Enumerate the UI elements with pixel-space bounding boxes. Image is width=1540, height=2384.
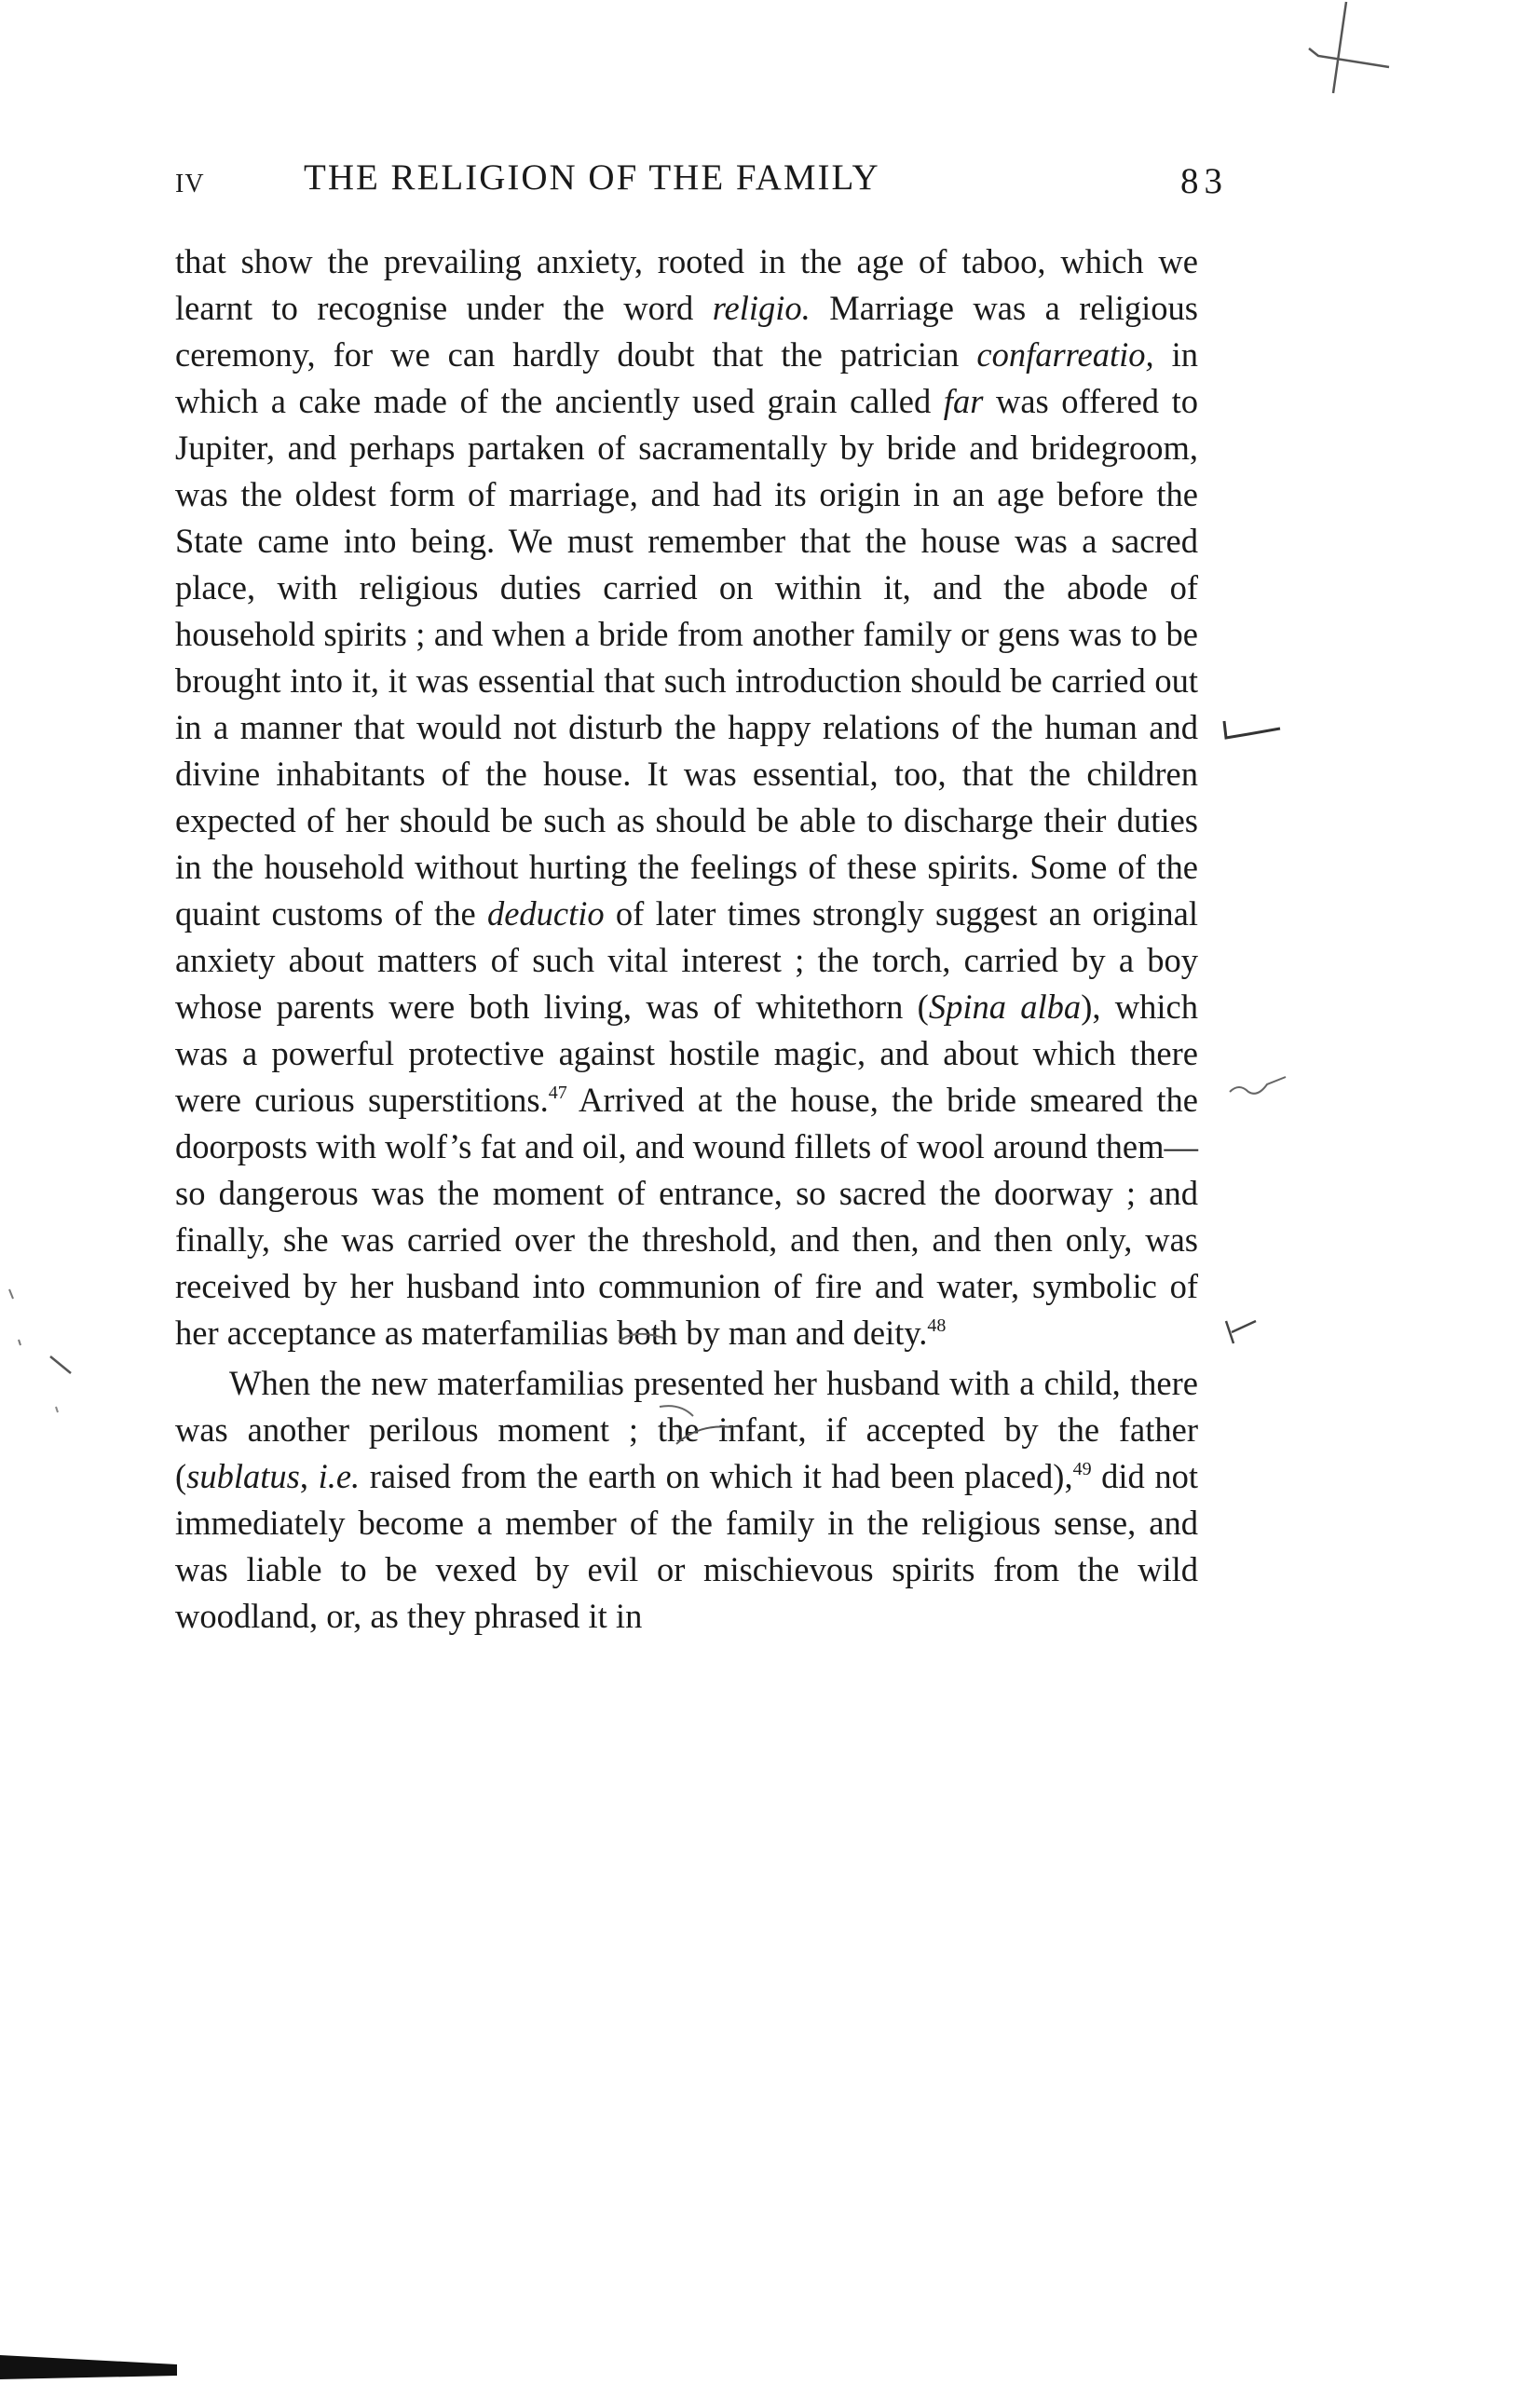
italic-term: religio. (712, 289, 811, 327)
text-run: raised from the earth on which it had been placed), (360, 1457, 1073, 1495)
running-head (175, 157, 1228, 209)
paragraph-1 (175, 238, 1198, 1356)
italic-term: i.e. (318, 1457, 361, 1495)
body-text (175, 238, 1198, 1640)
italic-term: confarreatio, (976, 335, 1154, 374)
left-margin-strokes (0, 1276, 93, 1425)
text-run: Arrived at the house, the bride smeared the doorposts with wolf’s fat and oil, and wound fillets of wool around them—so dangerous was the moment of entrance, so sacred the doorway ; and finally, she was carried over the threshold, and then, and then only, was received by her husband into communion of fire and water, symbolic of her acceptance as materfamilias both by man and deity. (175, 1081, 1198, 1352)
text-run: ), which was a powerful protective against hostile magic, and about which there were curious superstitions. (175, 988, 1198, 1119)
italic-term: sublatus (186, 1457, 300, 1495)
page-number: 83 (1180, 161, 1228, 201)
margin-tick-mark (1222, 1315, 1260, 1347)
text-run: , (299, 1457, 319, 1495)
text-run: Marriage was a religious ceremony, for we can hardly doubt that the patrician (175, 289, 1199, 374)
scan-edge-bar (0, 2348, 186, 2384)
text-run: did not immediately become a member of the family in the religious sense, and was liable to be vexed by evil or mischievous spirits from the wild woodland, or, as they phrased it in (175, 1457, 1198, 1635)
text-run: was offered to Jupiter, and perhaps partaken of sacramentally by bride and bridegroom, was the oldest form of marriage, and had its origin in an age before the State came into being. We must remember that the house was a sacred place, with religious duties carried on within it, and the abode of household spirits ; and when a bride from another family or gens was to be brought into it, it was essential that such introduction should be carried out in a manner that would not disturb the happy relations of the human and divine inhabitants of the house. It was essential, too, that the children expected of her should be such as should be able to discharge their duties in the household without hurting the feelings of these spirits. Some of the quaint customs of the (175, 382, 1198, 933)
footnote-ref: 48 (927, 1315, 947, 1336)
text-run: When the new materfamilias presented her husband with a child, there was another perilous moment ; the infant, if accepted by the father ( (175, 1364, 1198, 1495)
italic-term: far (943, 382, 984, 420)
footnote-ref: 49 (1072, 1459, 1092, 1479)
text-run: in which a cake made of the anciently used grain called (175, 335, 1198, 420)
running-title: THE RELIGION OF THE FAMILY (304, 157, 880, 198)
text-run: that show the prevailing anxiety, rooted in the age of taboo, which we learnt to recognise under the word (175, 242, 1198, 327)
chapter-number: IV (175, 170, 205, 198)
text-run: of later times strongly suggest an original anxiety about matters of such vital interest ; the torch, carried by a boy whose parents were both living, was of whitethorn ( (175, 894, 1198, 1026)
margin-squiggle-mark (1228, 1071, 1289, 1099)
footnote-ref: 47 (548, 1083, 567, 1103)
pencil-cross-mark (1300, 0, 1402, 102)
margin-bracket-mark (1220, 717, 1286, 745)
italic-term: Spina alba (928, 988, 1082, 1026)
italic-term: deductio (486, 894, 605, 933)
paragraph-2 (175, 1360, 1198, 1640)
